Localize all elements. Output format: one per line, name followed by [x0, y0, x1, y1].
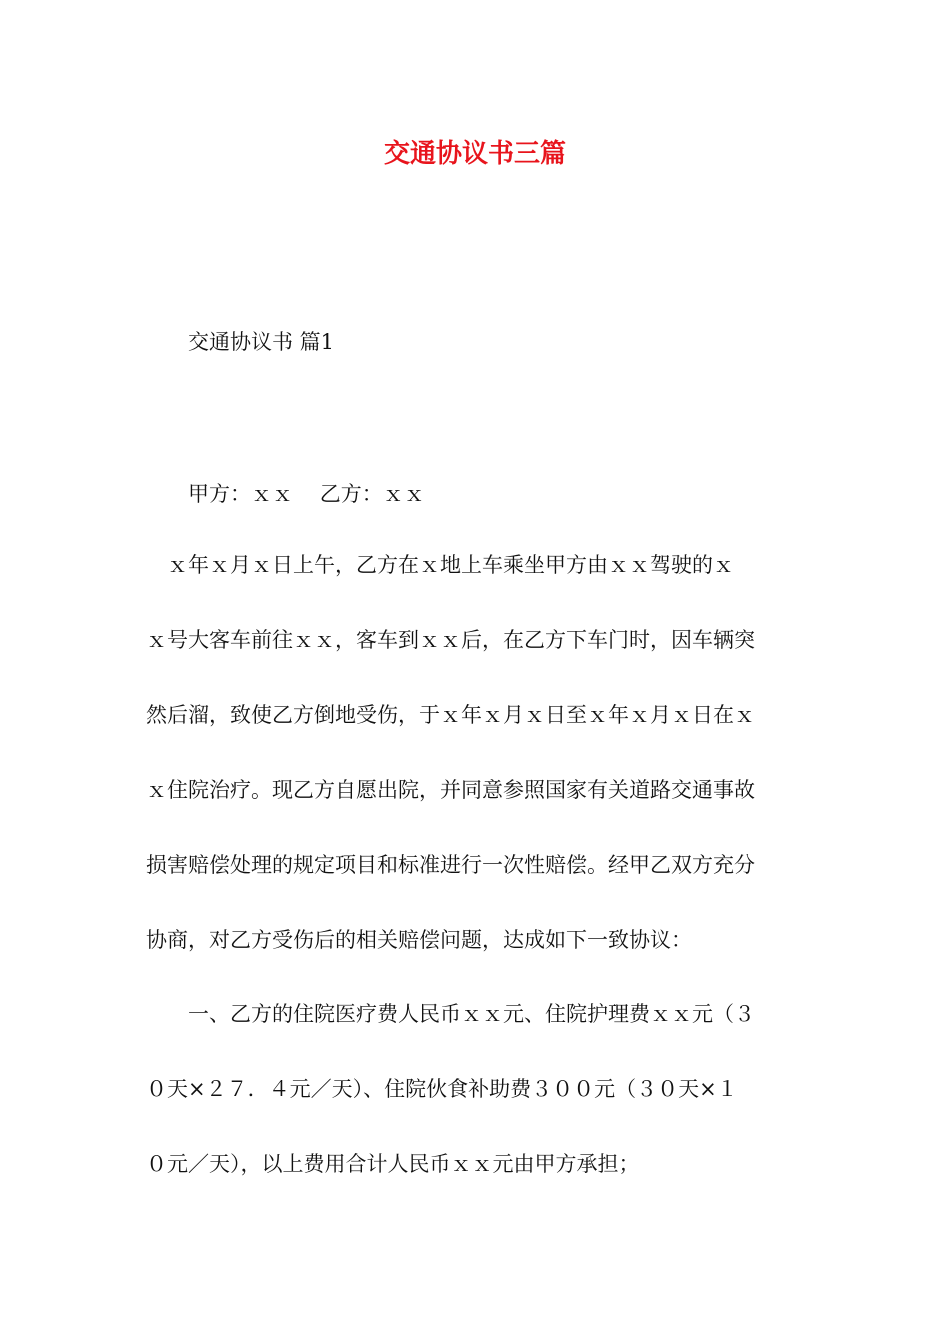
paragraph-line: 损害赔偿处理的规定项目和标准进行一次性赔偿。经甲乙双方充分	[146, 853, 755, 877]
paragraph-line: ｘ住院治疗。现乙方自愿出院，并同意参照国家有关道路交通事故	[146, 778, 755, 802]
paragraph-line: ０天×２７．４元／天）、住院伙食补助费３００元（３０天×１	[146, 1077, 738, 1101]
paragraph-line: ｘ年ｘ月ｘ日上午，乙方在ｘ地上车乘坐甲方由ｘｘ驾驶的ｘ	[146, 553, 734, 577]
paragraph-line: 协商，对乙方受伤后的相关赔偿问题，达成如下一致协议：	[146, 928, 692, 952]
parties-line	[188, 478, 425, 508]
party-b: 乙方：ｘｘ	[319, 482, 425, 506]
parties-gap	[293, 482, 320, 506]
paragraph-line: 然后溜，致使乙方倒地受伤，于ｘ年ｘ月ｘ日至ｘ年ｘ月ｘ日在ｘ	[146, 703, 755, 727]
paragraph-line: 一、乙方的住院医疗费人民币ｘｘ元、住院护理费ｘｘ元（３	[146, 1002, 755, 1026]
paragraph-line: ｘ号大客车前往ｘｘ，客车到ｘｘ后，在乙方下车门时，因车辆突	[146, 628, 755, 652]
paragraph-line: ０元／天），以上费用合计人民币ｘｘ元由甲方承担；	[146, 1152, 640, 1176]
document-title: 交通协议书三篇	[383, 139, 566, 169]
party-a: 甲方：ｘｘ	[188, 482, 293, 506]
paragraph-clause-1	[146, 1000, 806, 1225]
section-heading: 交通协议书 篇1	[188, 330, 335, 354]
paragraph-incident	[146, 551, 806, 1001]
